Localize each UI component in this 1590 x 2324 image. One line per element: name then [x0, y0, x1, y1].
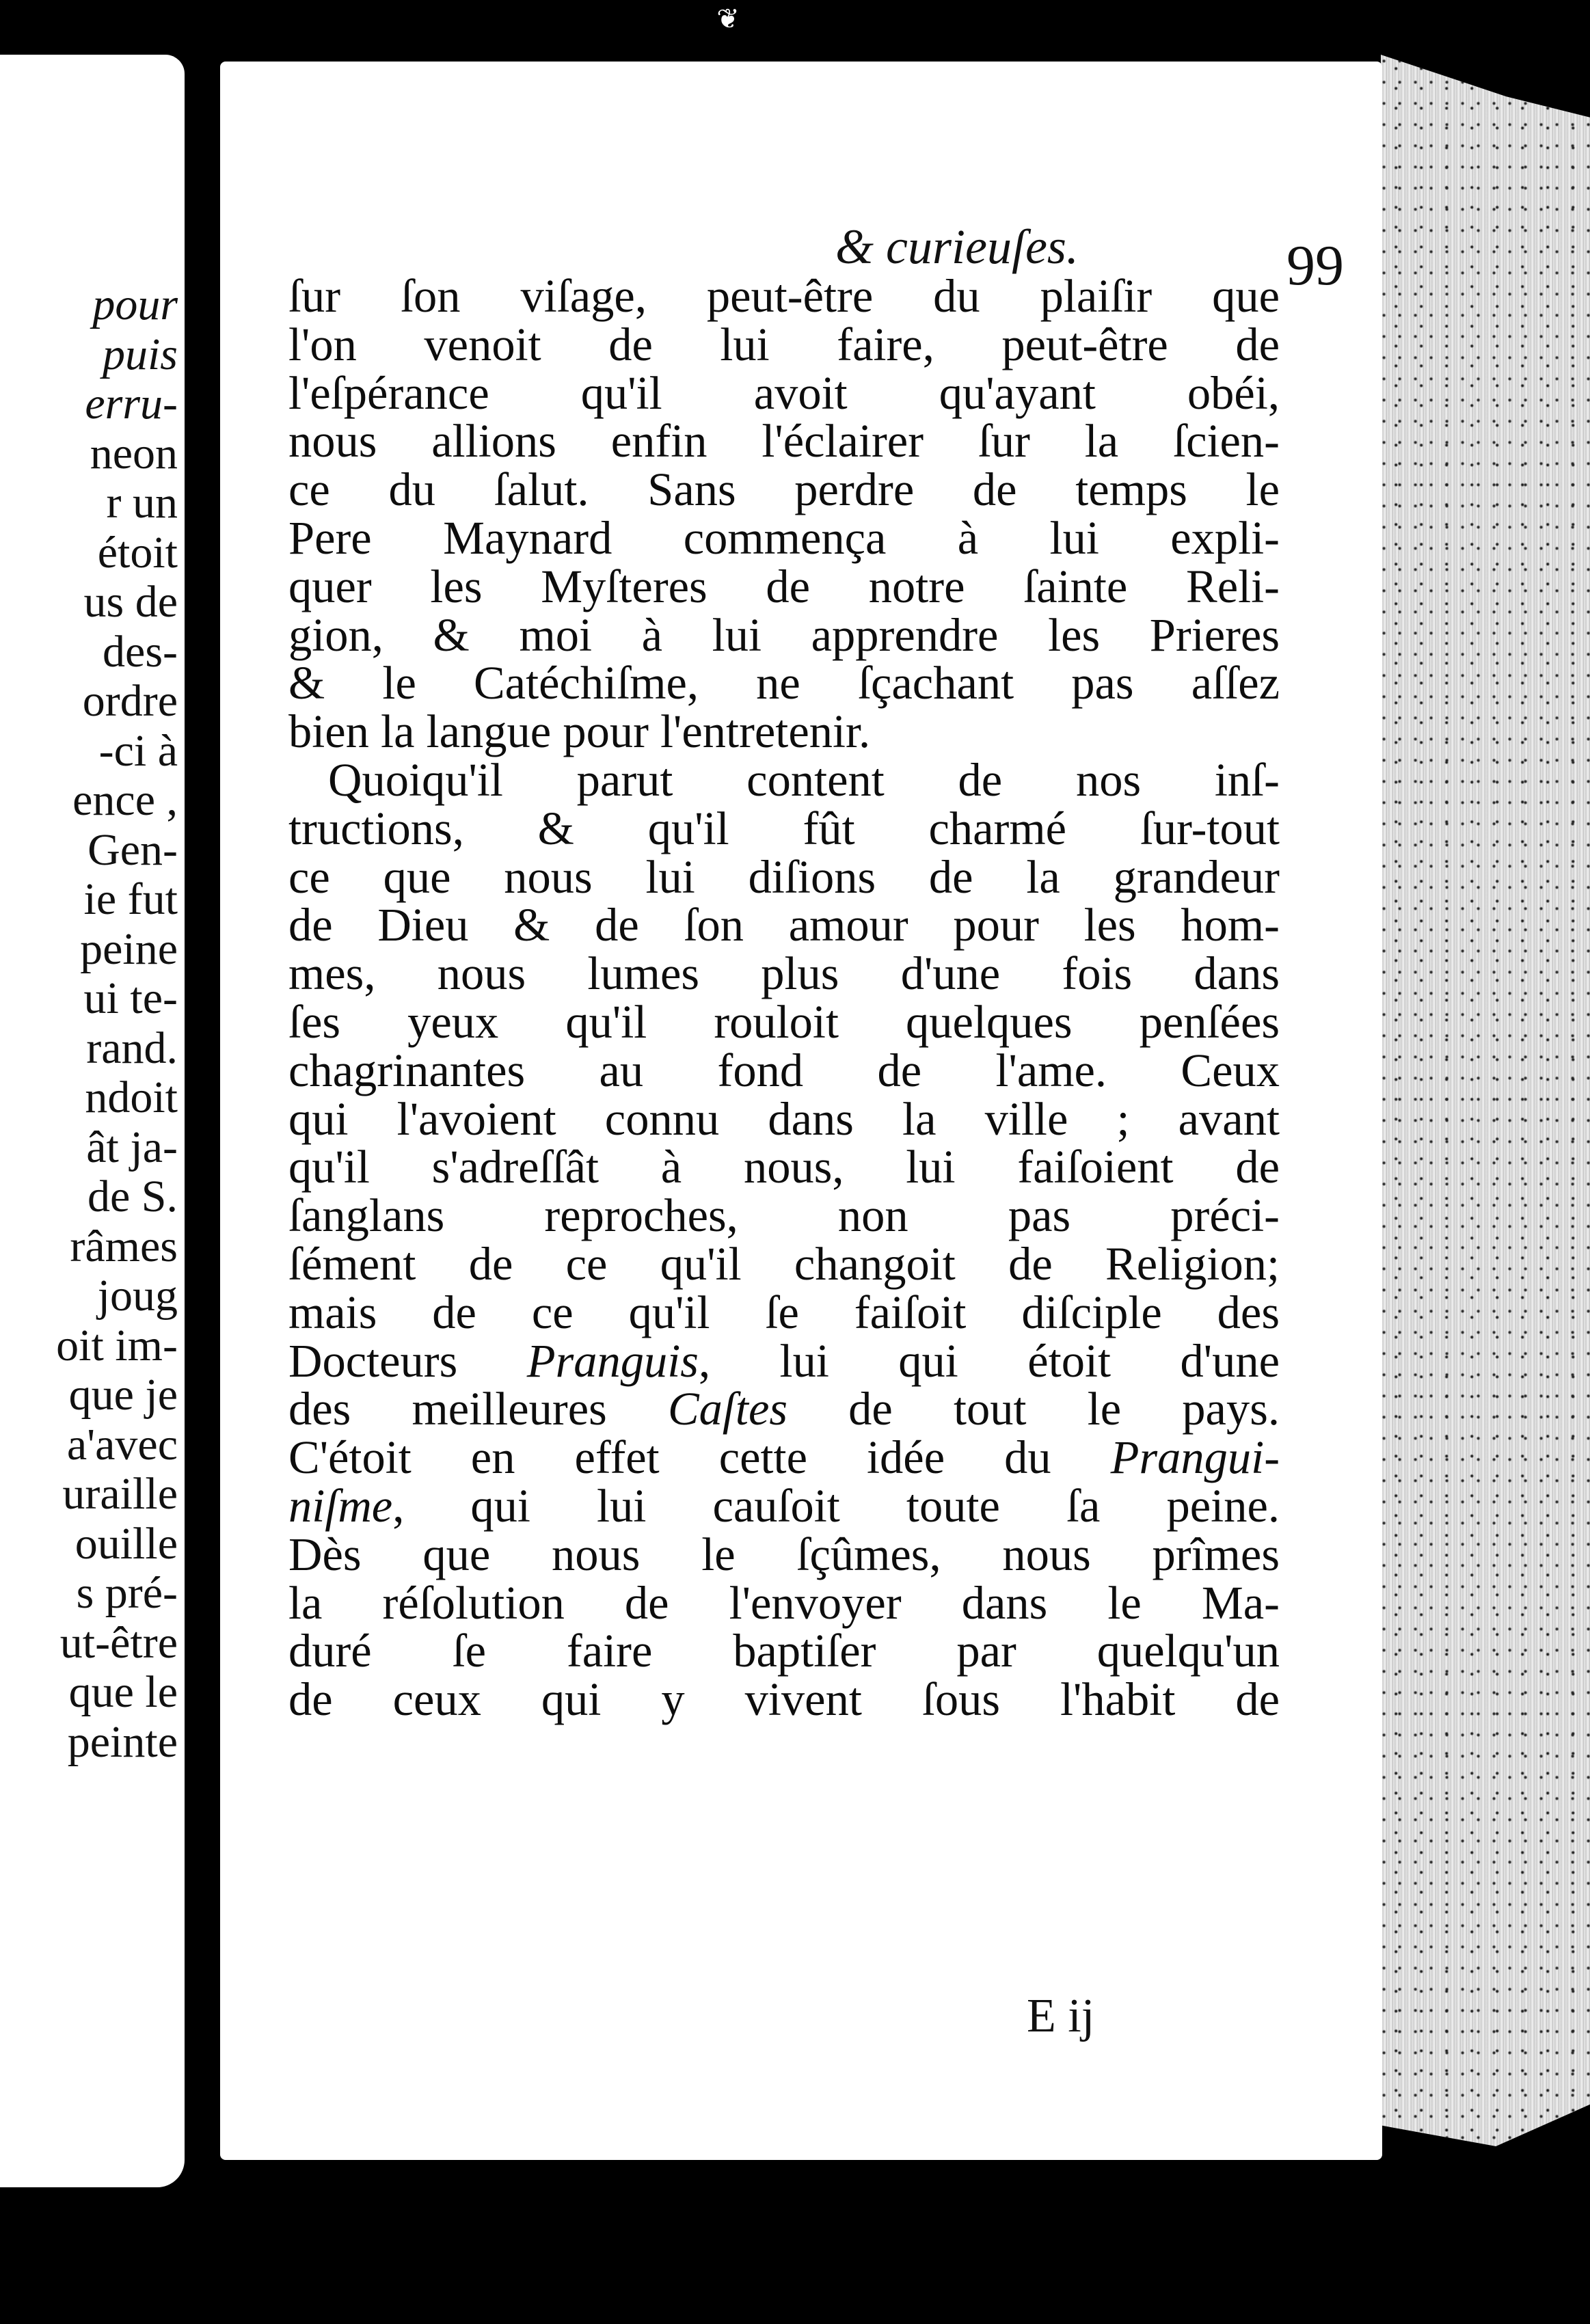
text-line: ſanglans reproches, non pas préci-	[288, 1189, 1280, 1242]
text-line: mais de ce qu'il ſe faiſoit diſciple des	[288, 1286, 1280, 1338]
text-line: duré ſe faire baptiſer par quelqu'un	[288, 1625, 1280, 1677]
body-text	[288, 272, 1280, 1724]
text-line: de ceux qui y vivent ſous l'habit de	[288, 1673, 1280, 1726]
facing-page-line: des-	[103, 626, 178, 677]
facing-page-line: -ci à	[98, 725, 178, 776]
signature-mark: E ij	[1027, 1990, 1095, 2042]
facing-page-line: râmes	[70, 1221, 178, 1271]
text-line: quer les Myſteres de notre ſainte Reli-	[288, 560, 1280, 612]
text-line: gion, & moi à lui apprendre les Prieres	[288, 608, 1280, 661]
facing-page-line: peine	[80, 923, 178, 974]
text-line: chagrinantes au fond de l'ame. Ceux	[288, 1044, 1280, 1096]
facing-page-line: ui te-	[83, 973, 178, 1023]
text-line: Pere Maynard commença à lui expli-	[288, 511, 1280, 564]
facing-page-line: ence ,	[72, 775, 178, 825]
facing-page-line: neon	[90, 428, 178, 478]
facing-page-line: rand.	[86, 1023, 178, 1073]
text-line: Quoiqu'il parut content de nos inſ-	[328, 753, 1280, 806]
facing-page-line: erru-	[85, 379, 178, 429]
top-ornament: ❦	[716, 3, 740, 35]
facing-page-line: pour	[92, 280, 178, 329]
facing-page-line: uraille	[62, 1469, 178, 1519]
text-line: tructions, & qu'il fût charmé ſur-tout	[288, 802, 1280, 854]
facing-page-line: puis	[102, 329, 178, 379]
facing-page-line: ie fut	[83, 874, 178, 924]
text-line: ce que nous lui diſions de la grandeur	[288, 850, 1280, 903]
page-number: 99	[1286, 234, 1344, 297]
text-line: ſes yeux qu'il rouloit quelques penſées	[288, 995, 1280, 1048]
text-line: ce du ſalut. Sans perdre de temps le	[288, 463, 1280, 516]
facing-page-line: peinte	[67, 1716, 178, 1767]
text-line: de Dieu & de ſon amour pour les hom-	[288, 899, 1280, 951]
text-line: bien la langue pour l'entretenir.	[288, 705, 871, 758]
text-line: niſme, qui lui cauſoit toute ſa peine.	[288, 1479, 1280, 1532]
running-head-title: & curieuſes.	[835, 219, 1079, 274]
text-line: Docteurs Pranguis, lui qui étoit d'une	[288, 1334, 1280, 1387]
facing-page-line: r un	[106, 478, 178, 528]
facing-page-line: étoit	[97, 527, 178, 578]
text-line: la réſolution de l'envoyer dans le Ma-	[288, 1576, 1280, 1629]
facing-page-line: us de	[83, 577, 178, 627]
facing-page-line: ut-être	[59, 1617, 178, 1668]
facing-page-line: Gen-	[87, 824, 178, 875]
text-line: l'eſpérance qu'il avoit qu'ayant obéi,	[288, 366, 1280, 419]
text-line: mes, nous lumes plus d'une fois dans	[288, 947, 1280, 1000]
facing-page-fragment	[0, 55, 185, 2187]
facing-page-line: que je	[68, 1370, 178, 1420]
text-line: nous allions enfin l'éclairer ſur la ſcien-	[288, 415, 1280, 468]
text-line: des meilleures Caſtes de tout le pays.	[288, 1383, 1280, 1435]
facing-page-line-ends	[56, 280, 178, 1767]
recto-page	[220, 62, 1382, 2160]
text-line: l'on venoit de lui faire, peut-être de	[288, 318, 1280, 370]
text-line: ſur ſon viſage, peut-être du plaiſir que	[288, 270, 1280, 322]
book-gutter	[185, 0, 226, 2324]
facing-page-line: ât ja-	[86, 1122, 178, 1172]
facing-page-line: ndoit	[85, 1072, 178, 1122]
facing-page-line: oit im-	[56, 1320, 178, 1370]
facing-page-line: ordre	[82, 676, 178, 726]
facing-page-line: de S.	[87, 1172, 178, 1221]
facing-page-line: a'avec	[66, 1419, 178, 1470]
text-line: qui l'avoient connu dans la ville ; avant	[288, 1092, 1280, 1145]
text-line: C'étoit en effet cette idée du Prangui-	[288, 1431, 1280, 1484]
facing-page-line: s pré-	[76, 1568, 178, 1618]
facing-page-line: ouille	[75, 1518, 178, 1569]
text-line: & le Catéchiſme, ne ſçachant pas aſſez	[288, 657, 1280, 710]
text-line: qu'il s'adreſſât à nous, lui faiſoient de	[288, 1141, 1280, 1193]
text-line: ſément de ce qu'il changoit de Religion;	[288, 1237, 1280, 1290]
facing-page-line: joug	[97, 1271, 178, 1321]
text-line: Dès que nous le ſçûmes, nous prîmes	[288, 1528, 1280, 1580]
page-block-fore-edge	[1381, 55, 1590, 2146]
facing-page-line: que le	[68, 1667, 178, 1717]
